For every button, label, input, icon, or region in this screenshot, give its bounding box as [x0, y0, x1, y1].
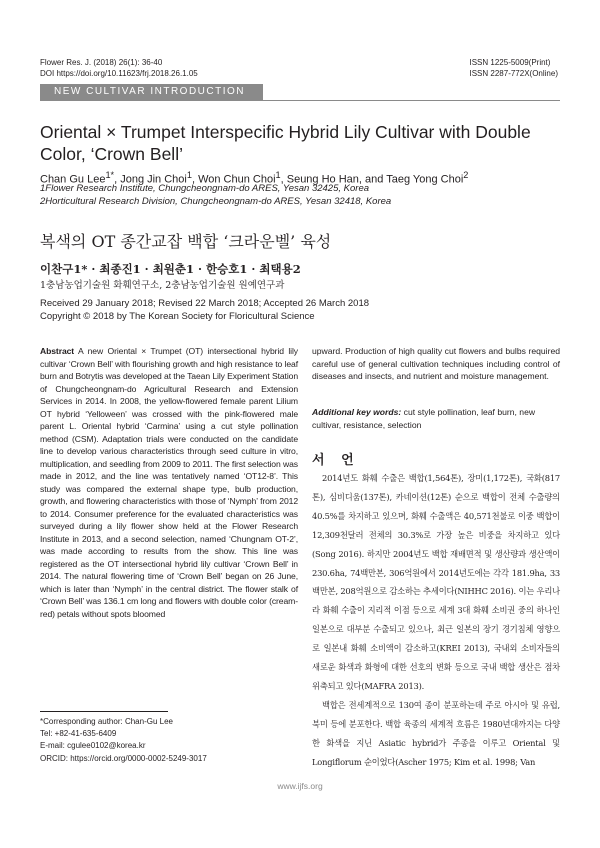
abstract-label: Abstract: [40, 346, 75, 356]
banner-rule: [40, 100, 560, 101]
corresponding-author: *Corresponding author: Chan-Gu Lee: [40, 717, 173, 726]
journal-header-right: [470, 57, 559, 79]
email[interactable]: E-mail: cgulee0102@korea.kr: [40, 741, 146, 751]
paper-title: Oriental × Trumpet Interspecific Hybrid Lily Cultivar with Double Color, ‘Crown Bell’: [40, 122, 531, 164]
korean-affiliation: 1충남농업기술원 화훼연구소, 2충남농업기술원 원예연구과: [40, 280, 285, 291]
keywords-label: Additional key words:: [312, 407, 402, 417]
introduction-paragraph-2: 백합은 전세계적으로 130여 종이 분포하는데 주로 아시아 및 유럽, 북미 등에 분포한다. 백합 육종의 세계적 흐름은 1980년대까지는 다양한 화색을 지닌 Asiatic hybrid가 주종을 이루고 Oriental 및 Longiflorum 순이었다(Ascher 1975; Kim et al. 1998; Van: [312, 699, 560, 767]
author-list: Chan Gu Lee$^{1*}$, Jong Jin Choi$^1$, Won Chun Choi$^1$, Seung Ho Han, and Taeg Yong Choi$^2$: [40, 170, 469, 186]
introduction-paragraph-1: 2014년도 화훼 수출은 백합(1,564톤), 장미(1,172톤), 국화(817톤), 심비디움(137톤), 카네이션(12톤) 순으로 백합이 전체 수출량의 40.5%를 차지하고 있으며, 화훼 수출액은 40,571천불로 이중 백합이 12,309천달러 전체의 30.3%로 가장 높은 비중을 차지하고 있다(Song 2016). 하지만 2004년도 백합 재배면적 및 생산량과 생산액이 230.6ha, 74백만본, 306억원에서 2014년도에는 각각 181.9ha, 33백만본, 208억원으로 감소하는 추세이다(NIHHC 2016). 이는 우리나라 화훼 수출이 지리적 이점 등으로 세계 3대 화훼 소비권 중의 하나인 일본으로 대부분 수출되고 있으나, 최근 일본의 장기 경기침체 영향으로 일본내 화훼 소비액이 감소하고(KREI 2013), 국내외 소비자들의 새로운 화색과 화형에 대한 선호의 변화 등으로 국내 백합 생산은 점차 위축되고 있다(MAFRA 2013).: [312, 473, 560, 691]
corresponding-author-footnote: [40, 716, 207, 765]
abstract-text: A new Oriental × Trumpet (OT) intersectional hybrid lily cultivar ‘Crown Bell’ with flourishing growth and high resistance to leaf burn and Botrytis was developed at the Taean Lily Experiment Station of Chungcheongnam-do Agricultural Research and Extension Services in 2014. In 2008, the yellow-flowered female parent Lilium OT hybrid ‘Yelloween’ was crossed with the pink-flowered male parent L. Oriental hybrid ‘Carmina’ using a cut style pollination method (CSM). Adaptation trials were conducted on the candidate line to develop various characteristics through seed culture in vitro, multiplication, and seedling from 2009 to 2011. The first selection was made in 2012, and the line was tentatively named ‘OT12-8’. This study was compared the external shape type, bulb production, growth, and flowering characteristics with those of ‘Nymph’ from 2012 to 2014. Consumer preference for the evaluated characteristics was surveyed during a lily flower show held at the Flower Research Institute in 2013, and a second selection, named ‘Chungnam OT-2’, was made according to results from the show. This line was registered as the OT intersectional hybrid lily cultivar ‘Crown Bell’ in 2014. The natural flowering time of ‘Crown Bell’ began on 26 June, which is later than ‘Nymph’ in the central district. The flower stalk of ‘Crown Bell’ was 136.1 cm long and flowers with double color (cream-red) petals without spots bloomed: [40, 346, 298, 619]
submission-dates: Received 29 January 2018; Revised 22 March 2018; Accepted 26 March 2018: [40, 298, 370, 309]
affiliation-2: 2Horticultural Research Division, Chungcheongnam-do ARES, Yesan 32418, Korea: [40, 196, 392, 207]
orcid[interactable]: ORCID: https://orcid.org/0000-0002-5249-3017: [40, 753, 207, 763]
introduction-body: [312, 469, 560, 772]
affiliation-1: 1Flower Research Institute, Chungcheongnam-do ARES, Yesan 32425, Korea: [40, 183, 370, 194]
copyright-line: Copyright © 2018 by The Korean Society for Floricultural Science: [40, 311, 315, 322]
telephone: Tel: +82-41-635-6409: [40, 729, 117, 739]
doi-link[interactable]: DOI https://doi.org/10.11623/frj.2018.26.1.05: [40, 69, 198, 78]
introduction-heading: 서 언: [312, 453, 360, 468]
footer-url[interactable]: www.ijfs.org: [277, 781, 323, 791]
keywords-text: cut style pollination, leaf burn, new cultivar, resistance, selection: [312, 407, 536, 430]
korean-title: 복색의 OT 종간교잡 백합 ‘크라운벨’ 육성: [40, 232, 332, 251]
keywords: [312, 406, 560, 431]
section-banner: NEW CULTIVAR INTRODUCTION: [40, 84, 263, 100]
issn-online: ISSN 2287-772X(Online): [469, 69, 558, 78]
korean-author-list: 이찬구1* · 최종진1 · 최원춘1 · 한승호1 · 최택용2: [40, 262, 301, 276]
abstract: [40, 345, 298, 620]
issn-print: ISSN 1225-5009(Print): [469, 58, 551, 67]
abstract-continuation: upward. Production of high quality cut flowers and bulbs required careful use of general cultivation techniques including control of diseases and insects, and nutrient and moisture management.: [312, 346, 560, 381]
journal-citation: Flower Res. J. (2018) 26(1): 36-40: [40, 58, 163, 67]
journal-header-left: [40, 57, 198, 79]
footnote-rule: [40, 711, 168, 712]
